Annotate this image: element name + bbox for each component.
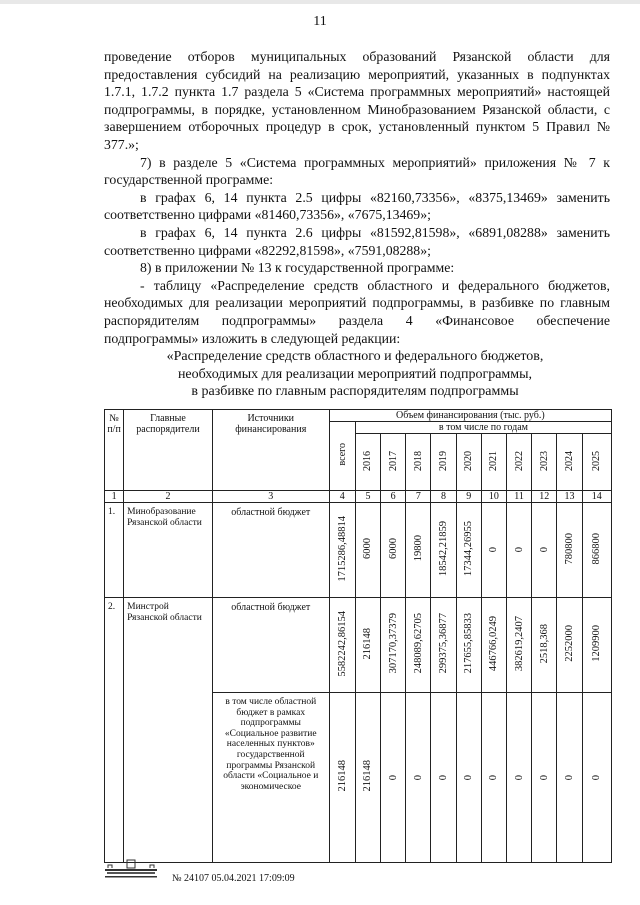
col-number: 3 xyxy=(212,491,329,503)
col-number: 10 xyxy=(481,491,506,503)
page-number: 11 xyxy=(313,14,327,29)
document-footer: № 24107 05.04.2021 17:09:09 xyxy=(172,873,295,884)
page-top-edge xyxy=(0,0,640,4)
row-year-value: 0 xyxy=(406,693,431,863)
row-year-value: 19800 xyxy=(406,503,431,598)
row-year-value: 216148 xyxy=(355,693,380,863)
col-number: 1 xyxy=(105,491,124,503)
header-year: 2019 xyxy=(431,434,456,491)
financing-table xyxy=(104,409,612,863)
row-manager: Минстрой Рязанской области xyxy=(124,598,213,863)
row-year-value: 248089,62705 xyxy=(406,598,431,693)
row-year-value: 0 xyxy=(481,693,506,863)
row-total: 5582242,86154 xyxy=(329,598,355,693)
table-title-line: в разбивке по главным распорядителям подпрограммы xyxy=(191,384,519,400)
header-volume: Объем финансирования (тыс. руб.) xyxy=(329,410,611,422)
header-num: № п/п xyxy=(105,410,124,491)
row-year-value: 0 xyxy=(557,693,582,863)
row-year-value: 446766,0249 xyxy=(481,598,506,693)
row-source: областной бюджет xyxy=(212,598,329,693)
row-year-value: 0 xyxy=(532,693,557,863)
row-year-value: 18542,21859 xyxy=(431,503,456,598)
row-year-value: 0 xyxy=(507,693,532,863)
row-year-value: 17344,26955 xyxy=(456,503,481,598)
header-sources: Источники финансирования xyxy=(212,410,329,491)
row-year-value: 307170,37379 xyxy=(381,598,406,693)
row-year-value: 0 xyxy=(532,503,557,598)
table-title-line: необходимых для реализации мероприятий подпрограммы, xyxy=(177,366,533,382)
row-year-value: 217655,85833 xyxy=(456,598,481,693)
table-title-line: «Распределение средств областного и федерального бюджетов, xyxy=(166,349,544,364)
row-source-note: в том числе областной бюджет в рамках подпрограммы «Социальное развитие населенных пунктов» государственной программы Рязанской области «Социальное и экономическое xyxy=(212,693,329,863)
table-row xyxy=(105,598,612,693)
row-year-value: 6000 xyxy=(355,503,380,598)
table-row xyxy=(105,503,612,598)
row-manager: Минобразование Рязанской области xyxy=(124,503,213,598)
col-number: 13 xyxy=(557,491,582,503)
row-year-value: 866800 xyxy=(582,503,611,598)
row-year-value: 382619,2407 xyxy=(507,598,532,693)
header-year: 2021 xyxy=(481,434,506,491)
col-number: 6 xyxy=(381,491,406,503)
row-num: 2. xyxy=(105,598,124,863)
row-year-value: 0 xyxy=(431,693,456,863)
paragraph: - таблицу «Распределение средств областного и федерального бюджетов, необходимых для реализации мероприятий подпрограммы, в разбивке по главным распорядителям подпрограммы» раздела 4 «Финансовое обеспечение подпрограммы» изложить в следующей редакции: xyxy=(104,277,610,346)
emblem-logo-icon xyxy=(102,857,160,879)
paragraph: 7) в разделе 5 «Система программных мероприятий» приложения № 7 к государственной программе: xyxy=(104,154,610,188)
row-year-value: 1209900 xyxy=(582,598,611,693)
header-year: 2017 xyxy=(381,434,406,491)
header-managers: Главные распорядители xyxy=(124,410,213,491)
header-year: 2022 xyxy=(507,434,532,491)
row-year-value: 216148 xyxy=(355,598,380,693)
row-year-value: 0 xyxy=(481,503,506,598)
row-year-value: 0 xyxy=(381,693,406,863)
header-year: 2016 xyxy=(355,434,380,491)
row-year-value: 0 xyxy=(582,693,611,863)
header-total: всего xyxy=(329,422,355,491)
table-title xyxy=(120,348,590,401)
row-year-value: 2518,368 xyxy=(532,598,557,693)
row-total: 216148 xyxy=(329,693,355,863)
col-number: 12 xyxy=(532,491,557,503)
header-year: 2025 xyxy=(582,434,611,491)
header-year: 2024 xyxy=(557,434,582,491)
row-year-value: 6000 xyxy=(381,503,406,598)
paragraph: 8) в приложении № 13 к государственной программе: xyxy=(140,260,455,276)
col-number: 9 xyxy=(456,491,481,503)
column-numbers-row xyxy=(105,491,612,503)
header-year: 2018 xyxy=(406,434,431,491)
col-number: 11 xyxy=(507,491,532,503)
paragraph: в графах 6, 14 пункта 2.5 цифры «82160,73356», «8375,13469» заменить соответственно цифрами «81460,73356», «7675,13469»; xyxy=(104,189,610,223)
row-year-value: 780800 xyxy=(557,503,582,598)
col-number: 14 xyxy=(582,491,611,503)
row-year-value: 0 xyxy=(456,693,481,863)
row-year-value: 2252000 xyxy=(557,598,582,693)
header-year: 2020 xyxy=(456,434,481,491)
col-number: 7 xyxy=(406,491,431,503)
col-number: 2 xyxy=(124,491,213,503)
header-year: 2023 xyxy=(532,434,557,491)
row-year-value: 299375,36877 xyxy=(431,598,456,693)
row-num: 1. xyxy=(105,503,124,598)
document-body xyxy=(104,48,610,347)
col-number: 5 xyxy=(355,491,380,503)
paragraph: проведение отборов муниципальных образований Рязанской области для предоставления субсидий на реализацию мероприятий, указанных в подпунктах 1.7.1, 1.7.2 пункта 1.7 раздела 5 «Система программных мероприятий» настоящей подпрограммы, в порядке, установленном Минобразованием Рязанской области, с завершением отборочных процедур в срок, установленный пунктом 5 Правил № 377.»; xyxy=(104,49,610,152)
row-total: 1715286,48814 xyxy=(329,503,355,598)
col-number: 4 xyxy=(329,491,355,503)
header-incl-years: в том числе по годам xyxy=(355,422,611,434)
row-year-value: 0 xyxy=(507,503,532,598)
col-number: 8 xyxy=(431,491,456,503)
row-source: областной бюджет xyxy=(212,503,329,598)
header-row xyxy=(105,410,612,422)
paragraph: в графах 6, 14 пункта 2.6 цифры «81592,81598», «6891,08288» заменить соответственно цифрами «82292,81598», «7591,08288»; xyxy=(104,224,610,258)
